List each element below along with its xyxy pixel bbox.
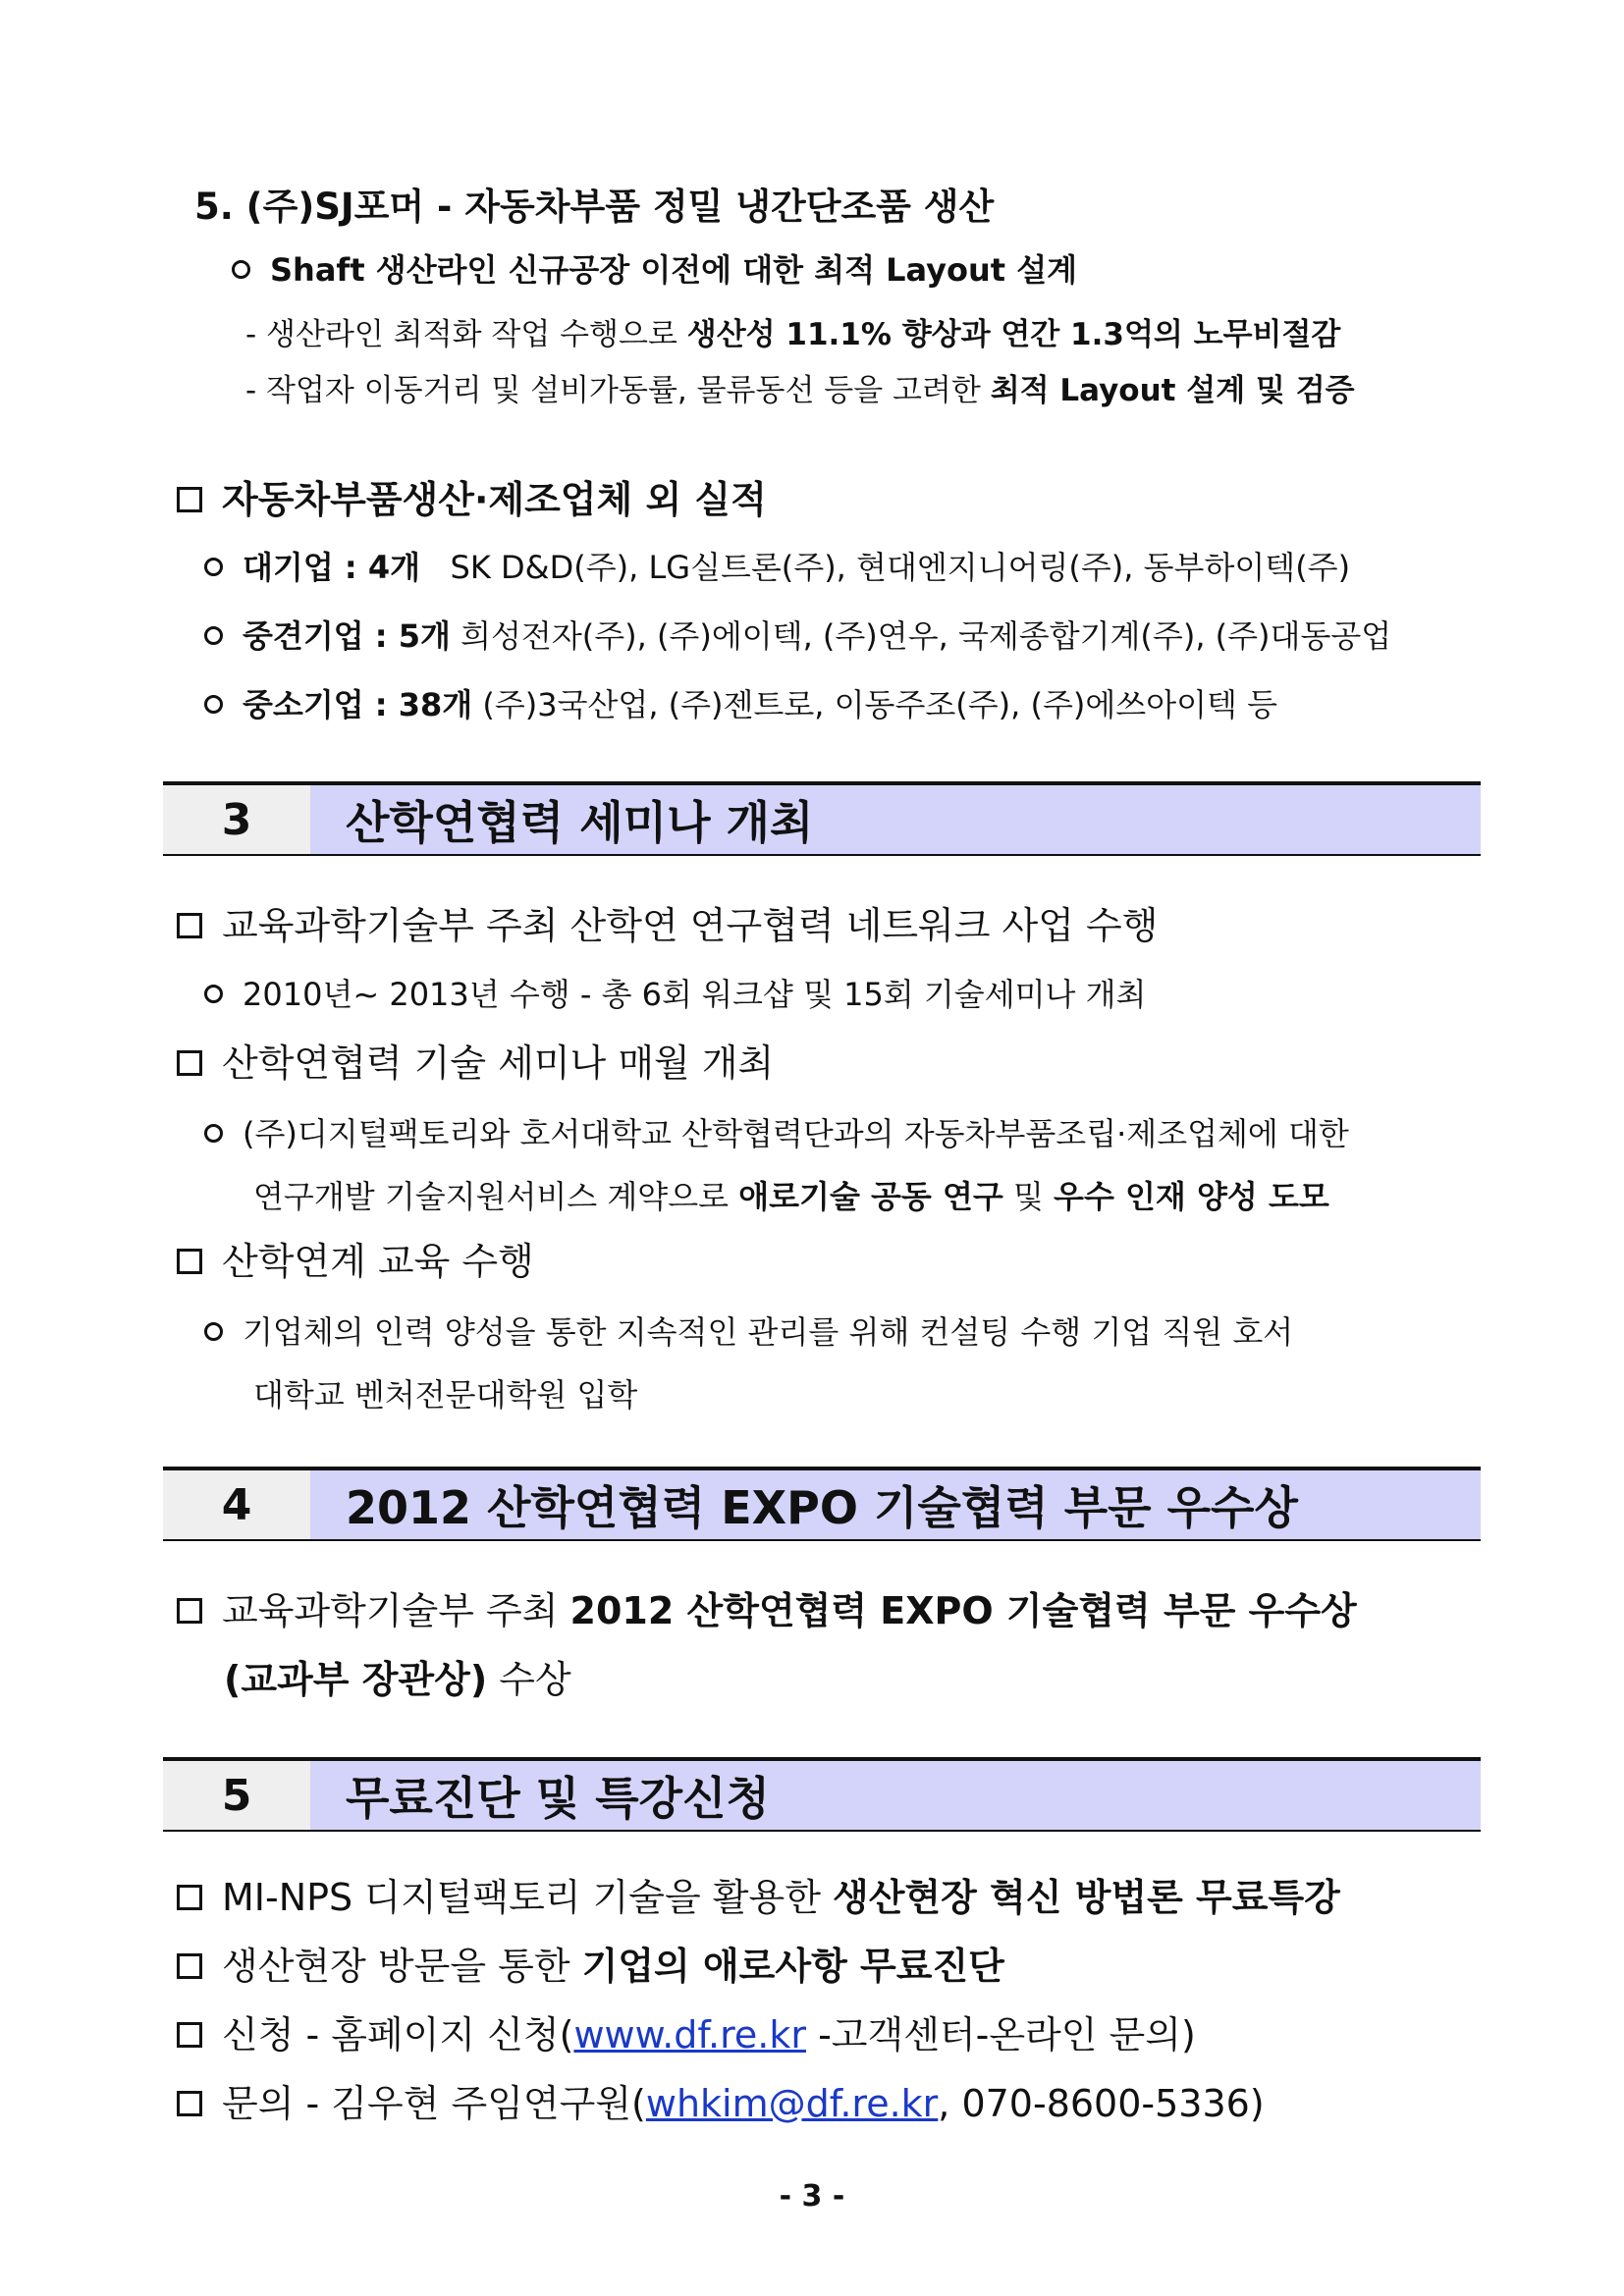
circle-bullet-icon xyxy=(204,985,223,1003)
circle-bullet-icon xyxy=(204,558,223,576)
item5-heading: 5. (주)SJ포머 - 자동차부품 정밀 냉간단조품 생산 xyxy=(194,186,995,228)
sec5-row-4: 문의 - 김우현 주임연구원(whkim@df.re.kr, 070-8600-5336) xyxy=(177,2073,1265,2127)
square-bullet-icon xyxy=(177,1885,202,1910)
section-title: 2012 산학연협력 EXPO 기술협력 부문 우수상 xyxy=(310,1470,1481,1539)
square-bullet-icon xyxy=(177,1249,202,1274)
sec3-point-1-sub: 2010년~ 2013년 수행 - 총 6회 워크샵 및 15회 기술세미나 개최 xyxy=(204,970,1146,1015)
item5-detail-2: - 작업자 이동거리 및 설비가동률, 물류동선 등을 고려한 최적 Layout 설계 및 검증 xyxy=(245,373,1355,408)
other-heading: 자동차부품생산·제조업체 외 실적 xyxy=(177,469,767,523)
sec3-point-2-sub-2: 연구개발 기술지원서비스 계약으로 애로기술 공동 연구 및 우수 인재 양성 도모 xyxy=(253,1178,1329,1215)
circle-bullet-icon xyxy=(204,1124,223,1143)
sec5-row-1: MI-NPS 디지털팩토리 기술을 활용한 생산현장 혁신 방법론 무료특강 xyxy=(177,1867,1340,1921)
circle-bullet-icon xyxy=(204,695,223,714)
square-bullet-icon xyxy=(177,913,202,938)
section-number: 4 xyxy=(163,1470,310,1539)
section-title: 산학연협력 세미나 개최 xyxy=(310,785,1481,854)
sec3-point-1: 교육과학기술부 주최 산학연 연구협력 네트워크 사업 수행 xyxy=(177,895,1158,949)
sec4-line-2: (교과부 장관상) 수상 xyxy=(224,1658,571,1701)
homepage-link[interactable]: www.df.re.kr xyxy=(573,2013,806,2056)
circle-bullet-icon xyxy=(204,626,223,645)
sec5-row-2: 생산현장 방문을 통한 기업의 애로사항 무료진단 xyxy=(177,1936,1004,1990)
circle-bullet-icon xyxy=(204,1322,223,1341)
sec3-point-2-sub-1: (주)디지털팩토리와 호서대학교 산학협력단과의 자동차부품조립·제조업체에 대한 xyxy=(204,1109,1349,1154)
square-bullet-icon xyxy=(177,487,202,512)
sec3-point-3: 산학연계 교육 수행 xyxy=(177,1231,534,1285)
section-number: 3 xyxy=(163,785,310,854)
square-bullet-icon xyxy=(177,2022,202,2048)
circle-bullet-icon xyxy=(232,260,250,279)
email-link[interactable]: whkim@df.re.kr xyxy=(645,2082,939,2125)
other-row: 중견기업 : 5개 희성전자(주), (주)에이텍, (주)연우, 국제종합기계(주), (주)대동공업 xyxy=(204,612,1391,657)
square-bullet-icon xyxy=(177,2091,202,2116)
square-bullet-icon xyxy=(177,1050,202,1076)
square-bullet-icon xyxy=(177,1953,202,1979)
page-number: - 3 - xyxy=(779,2179,845,2214)
sec5-row-3: 신청 - 홈페이지 신청(www.df.re.kr -고객센터-온라인 문의) xyxy=(177,2004,1196,2058)
section-3-header xyxy=(163,781,1481,856)
sec4-line-1: 교육과학기술부 주최 2012 산학연협력 EXPO 기술협력 부문 우수상 xyxy=(177,1580,1357,1634)
sec3-point-3-sub-2: 대학교 벤처전문대학원 입학 xyxy=(253,1376,638,1414)
other-row: 중소기업 : 38개 (주)3국산업, (주)젠트로, 이동주조(주), (주)에쓰아이텍 등 xyxy=(204,680,1277,725)
item5-sub: Shaft 생산라인 신규공장 이전에 대한 최적 Layout 설계 xyxy=(232,245,1077,291)
section-5-header xyxy=(163,1757,1481,1832)
section-4-header xyxy=(163,1467,1481,1541)
other-row: 대기업 : 4개 SK D&D(주), LG실트론(주), 현대엔지니어링(주), 동부하이텍(주) xyxy=(204,543,1350,588)
square-bullet-icon xyxy=(177,1598,202,1624)
section-number: 5 xyxy=(163,1761,310,1830)
section-title: 무료진단 및 특강신청 xyxy=(310,1761,1481,1830)
sec3-point-2: 산학연협력 기술 세미나 매월 개최 xyxy=(177,1033,774,1087)
item5-detail-1: - 생산라인 최적화 작업 수행으로 생산성 11.1% 향상과 연간 1.3억의 노무비절감 xyxy=(245,317,1341,352)
sec3-point-3-sub-1: 기업체의 인력 양성을 통한 지속적인 관리를 위해 컨설팅 수행 기업 직원 호서 xyxy=(204,1308,1293,1353)
